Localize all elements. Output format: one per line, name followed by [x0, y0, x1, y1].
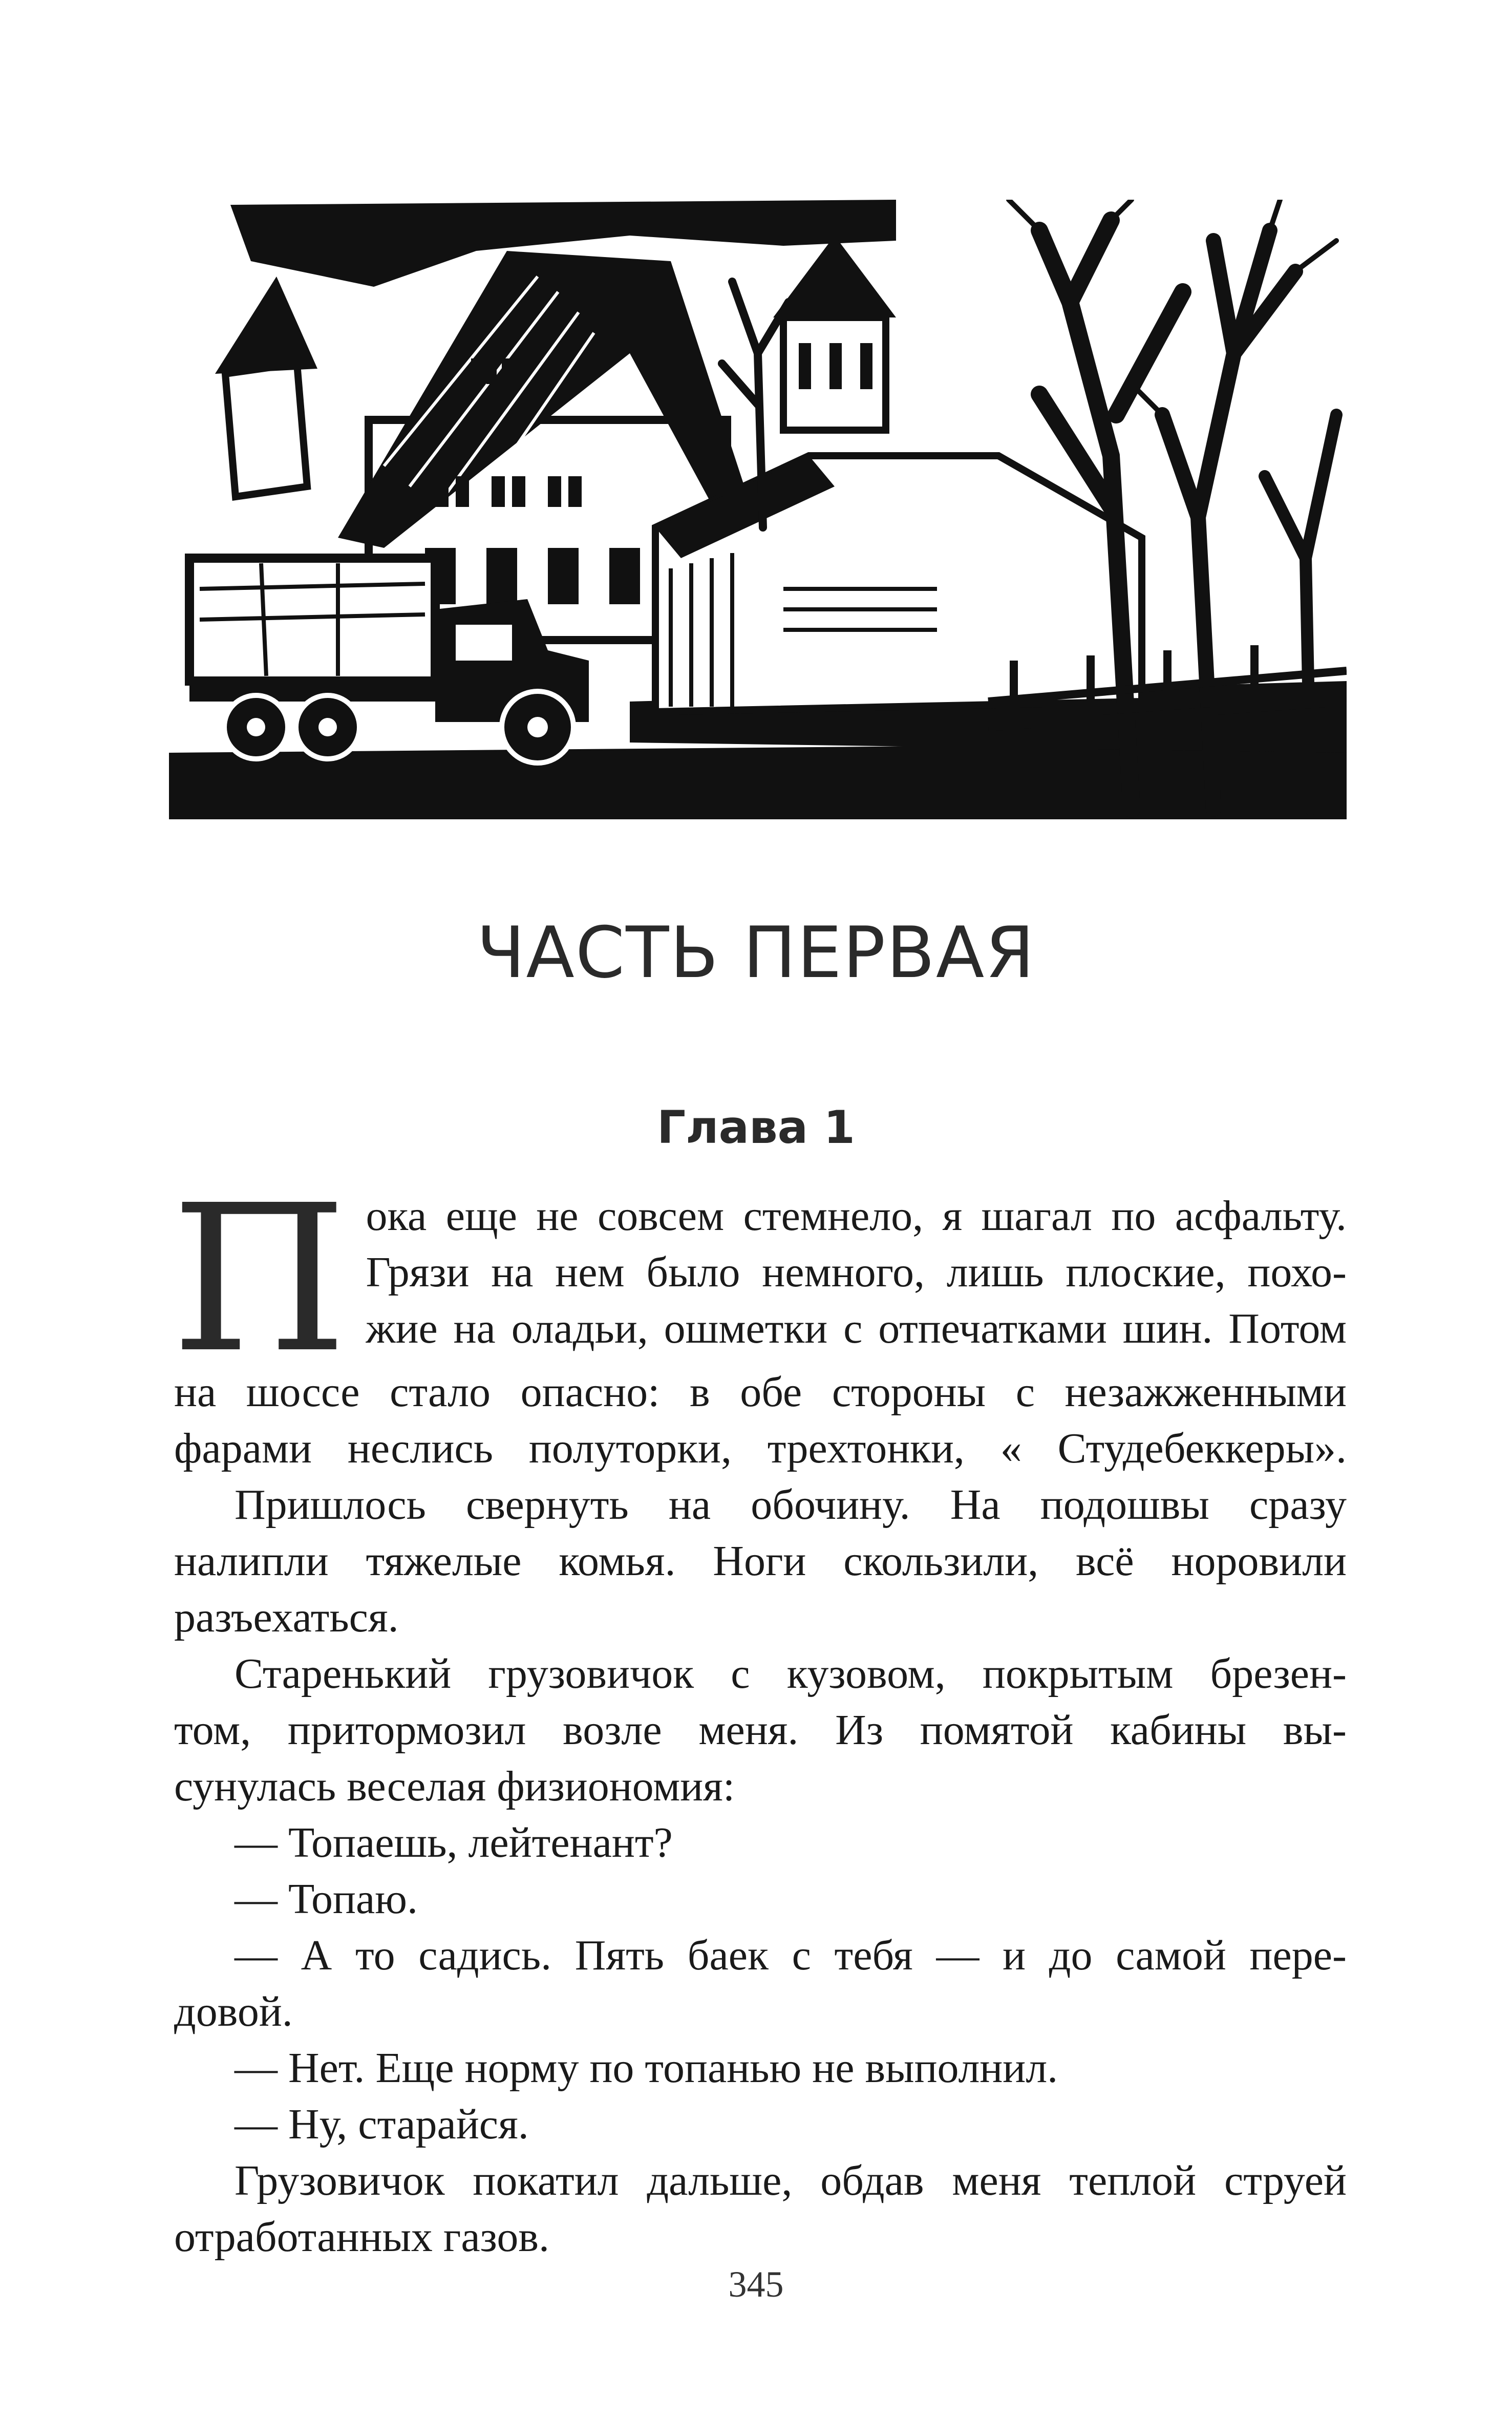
text-line: налипли тяжелые комья. Ноги скользили, всё норовили — [174, 1537, 1347, 1585]
first-paragraph — [171, 1162, 1347, 1477]
page-number: 345 — [728, 2264, 784, 2305]
text-line: — Топаешь, лейтенант? — [235, 1819, 673, 1866]
text-line: Грязи на нем было немного, лишь плоские, похо- — [366, 1248, 1347, 1296]
text-line: фарами неслись полуторки, трехтонки, « Студебеккеры». — [174, 1425, 1347, 1472]
chapter-title: Глава 1 — [657, 1101, 855, 1154]
text-line: — А то садись. Пять баек с тебя — и до самой пере- — [235, 1932, 1347, 1979]
text-line: том, притормозил возле меня. Из помятой кабины вы- — [174, 1706, 1347, 1754]
text-line: Пришлось свернуть на обочину. На подошвы сразу — [235, 1481, 1347, 1529]
text-line: на шоссе стало опасно: в обе стороны с незажженными — [174, 1368, 1347, 1416]
text-line: разъехаться. — [174, 1594, 399, 1641]
drop-cap: П — [171, 1162, 348, 1397]
text-line: — Топаю. — [235, 1875, 418, 1923]
part-title: ЧАСТЬ ПЕРВАЯ — [476, 911, 1036, 994]
text-line: сунулась веселая физиономия: — [174, 1763, 735, 1810]
text-line: — Ну, старайся. — [235, 2100, 529, 2148]
chapter-illustration — [169, 200, 1347, 819]
text-line: отработанных газов. — [174, 2213, 549, 2261]
chapter-body — [171, 1162, 1347, 2265]
text-line: Старенький грузовичок с кузовом, покрытым брезен- — [235, 1650, 1347, 1697]
text-line: жие на оладьи, ошметки с отпечатками шин. Потом — [366, 1305, 1347, 1352]
text-line: Грузовичок покатил дальше, обдав меня теплой струей — [235, 2157, 1347, 2204]
text-line: — Нет. Еще норму по топанью не выполнил. — [235, 2044, 1058, 2092]
text-line: довой. — [174, 1988, 293, 2035]
text-line: ока еще не совсем стемнело, я шагал по асфальту. — [366, 1192, 1347, 1240]
